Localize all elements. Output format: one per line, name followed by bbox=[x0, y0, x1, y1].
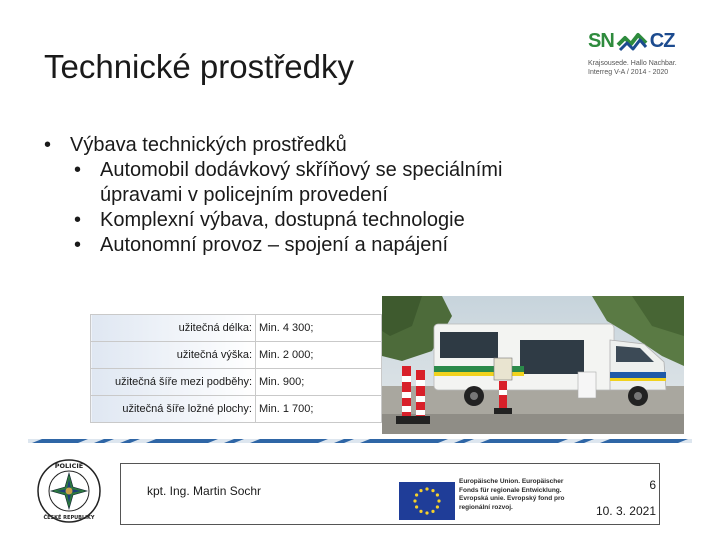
table-row bbox=[91, 369, 382, 396]
slide-date: 10. 3. 2021 bbox=[595, 504, 656, 518]
slide-meta bbox=[540, 463, 658, 523]
eu-text-line: regionální rozvoj. bbox=[459, 503, 513, 511]
eu-flag-icon bbox=[399, 482, 455, 520]
eu-text-line: Evropská unie. Evropský fond pro bbox=[459, 495, 565, 502]
spec-label: užitečná šíře ložné plochy: bbox=[91, 396, 256, 423]
police-van-photo bbox=[382, 296, 684, 434]
bullet-sub-1-line1: Automobil dodávkový skříňový se speciálními bbox=[100, 159, 503, 181]
table-row bbox=[91, 396, 382, 423]
bullet-main-text: Výbava technických prostředků bbox=[70, 134, 347, 156]
bullet-sub-2 bbox=[44, 208, 644, 233]
table-row bbox=[91, 315, 382, 342]
slide-title: Technické prostředky bbox=[44, 48, 354, 85]
emblem-text-bottom: ČESKÉ REPUBLIKY bbox=[43, 515, 95, 521]
bullet-dot: • bbox=[74, 159, 82, 181]
bullet-dot: • bbox=[74, 234, 82, 256]
bullet-sub-2-text: Komplexní výbava, dostupná technologie bbox=[100, 209, 465, 231]
spec-table bbox=[90, 314, 382, 423]
emblem-text-top: POLICIE bbox=[54, 462, 84, 470]
spec-label: užitečná výška: bbox=[91, 342, 256, 369]
spec-label: užitečná šíře mezi podběhy: bbox=[91, 369, 256, 396]
table-row bbox=[91, 342, 382, 369]
logo-tagline-2: Interreg V-A / 2014 - 2020 bbox=[588, 69, 669, 76]
bullet-sub-1-line2: úpravami v policejním provedení bbox=[100, 184, 388, 206]
spec-value: Min. 900; bbox=[256, 369, 382, 396]
footer-author: kpt. Ing. Martin Sochr bbox=[147, 484, 262, 498]
bullet-sub-1 bbox=[44, 158, 644, 183]
bullet-sub-1-cont bbox=[44, 183, 644, 208]
bullet-list bbox=[44, 133, 644, 258]
spec-label: užitečná délka: bbox=[91, 315, 256, 342]
logo-mark-icon bbox=[616, 29, 648, 53]
spec-value: Min. 1 700; bbox=[256, 396, 382, 423]
page-number: 6 bbox=[649, 478, 656, 492]
eu-text-line: Europäische Union. Europäischer bbox=[459, 478, 564, 485]
decorative-stripe bbox=[28, 436, 692, 446]
logo-tagline-1: Krajsousede. Hallo Nachbar. bbox=[588, 60, 677, 67]
sn-cz-logo bbox=[588, 26, 688, 88]
spec-value: Min. 4 300; bbox=[256, 315, 382, 342]
logo-cz-text: CZ bbox=[649, 29, 675, 52]
bullet-sub-3-text: Autonomní provoz – spojení a napájení bbox=[100, 234, 449, 256]
bullet-dot: • bbox=[74, 209, 82, 231]
spec-value: Min. 2 000; bbox=[256, 342, 382, 369]
bullet-main bbox=[44, 133, 644, 158]
police-emblem-icon bbox=[36, 458, 102, 524]
logo-sn-text: SN bbox=[588, 29, 614, 52]
bullet-sub-3 bbox=[44, 233, 644, 258]
eu-text-line: Fonds für regionale Entwicklung. bbox=[459, 486, 562, 494]
bullet-dot: • bbox=[44, 134, 52, 156]
